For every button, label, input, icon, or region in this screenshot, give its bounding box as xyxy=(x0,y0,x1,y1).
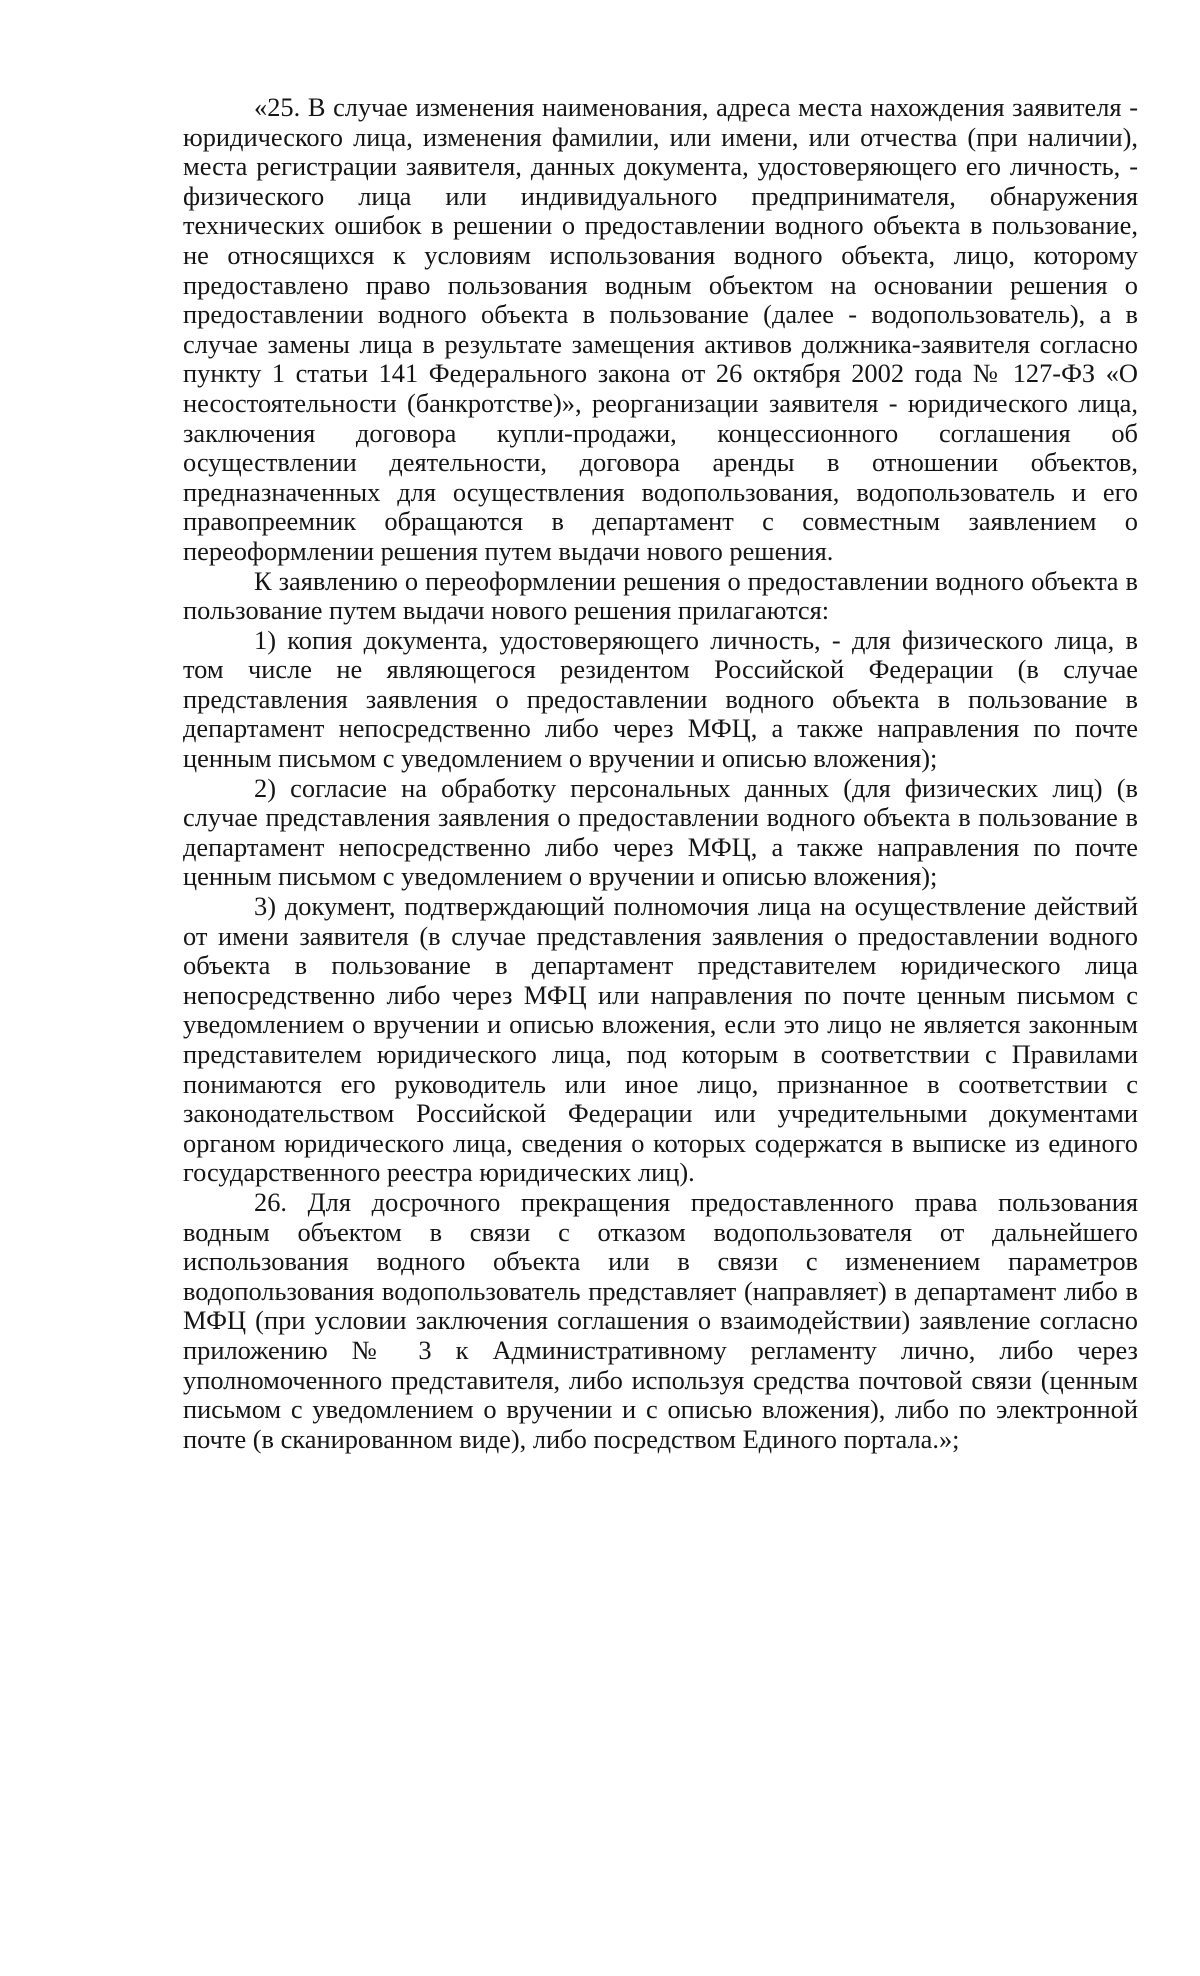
list-item-1: 1) копия документа, удостоверяющего личность, - для физического лица, в том числе не являющегося резидентом Российской Федерации (в случае представления заявления о предоставлении водного объекта в пользование в департамент непосредственно либо через МФЦ, а также направления по почте ценным письмом с уведомлением о вручении и описью вложения); xyxy=(183,624,1138,774)
list-item-2: 2) согласие на обработку персональных данных (для физических лиц) (в случае представления заявления о предоставлении водного объекта в пользование в департамент непосредственно либо через МФЦ, а также направления по почте ценным письмом с уведомлением о вручении и описью вложения); xyxy=(183,772,1138,892)
paragraph-26: 26. Для досрочного прекращения предоставленного права пользования водным объектом в связи с отказом водопользователя от дальнейшего использования водного объекта или в связи с изменением параметров водопользования водопользователь представляет (направляет) в департамент либо в МФЦ (при условии заключения соглашения о взаимодействии) заявление согласно приложению № 3 к Административному регламенту лично, либо через уполномоченного представителя, либо используя средства почтовой связи (ценным письмом с уведомлением о вручении и с описью вложения), либо по электронной почте (в сканированном виде), либо посредством Единого портала.»; xyxy=(183,1186,1138,1454)
document-body xyxy=(183,93,1138,1454)
list-item-3: 3) документ, подтверждающий полномочия лица на осуществление действий от имени заявителя (в случае представления заявления о предоставлении водного объекта в пользование в департамент представителем юридического лица непосредственно либо через МФЦ или направления по почте ценным письмом с уведомлением о вручении и описью вложения, если это лицо не является законным представителем юридического лица, под которым в соответствии с Правилами понимаются его руководитель или иное лицо, признанное в соответствии с законодательством Российской Федерации или учредительными документами органом юридического лица, сведения о которых содержатся в выписке из единого государственного реестра юридических лиц). xyxy=(183,891,1138,1188)
paragraph-25-intro: «25. В случае изменения наименования, адреса места нахождения заявителя - юридического лица, изменения фамилии, или имени, или отчества (при наличии), места регистрации заявителя, данных документа, удостоверяющего его личность, - физического лица или индивидуального предпринимателя, обнаружения технических ошибок в решении о предоставлении водного объекта в пользование, не относящихся к условиям использования водного объекта, лицо, которому предоставлено право пользования водным объектом на основании решения о предоставлении водного объекта в пользование (далее - водопользователь), а в случае замены лица в результате замещения активов должника-заявителя согласно пункту 1 статьи 141 Федерального закона от 26 октября 2002 года № 127-ФЗ «О несостоятельности (банкротстве)», реорганизации заявителя - юридического лица, заключения договора купли-продажи, концессионного соглашения об осуществлении деятельности, договора аренды в отношении объектов, предназначенных для осуществления водопользования, водопользователь и его правопреемник обращаются в департамент с совместным заявлением о переоформлении решения путем выдачи нового решения. xyxy=(183,92,1138,566)
paragraph-attachments-intro: К заявлению о переоформлении решения о предоставлении водного объекта в пользование путем выдачи нового решения прилагаются: xyxy=(183,565,1138,626)
